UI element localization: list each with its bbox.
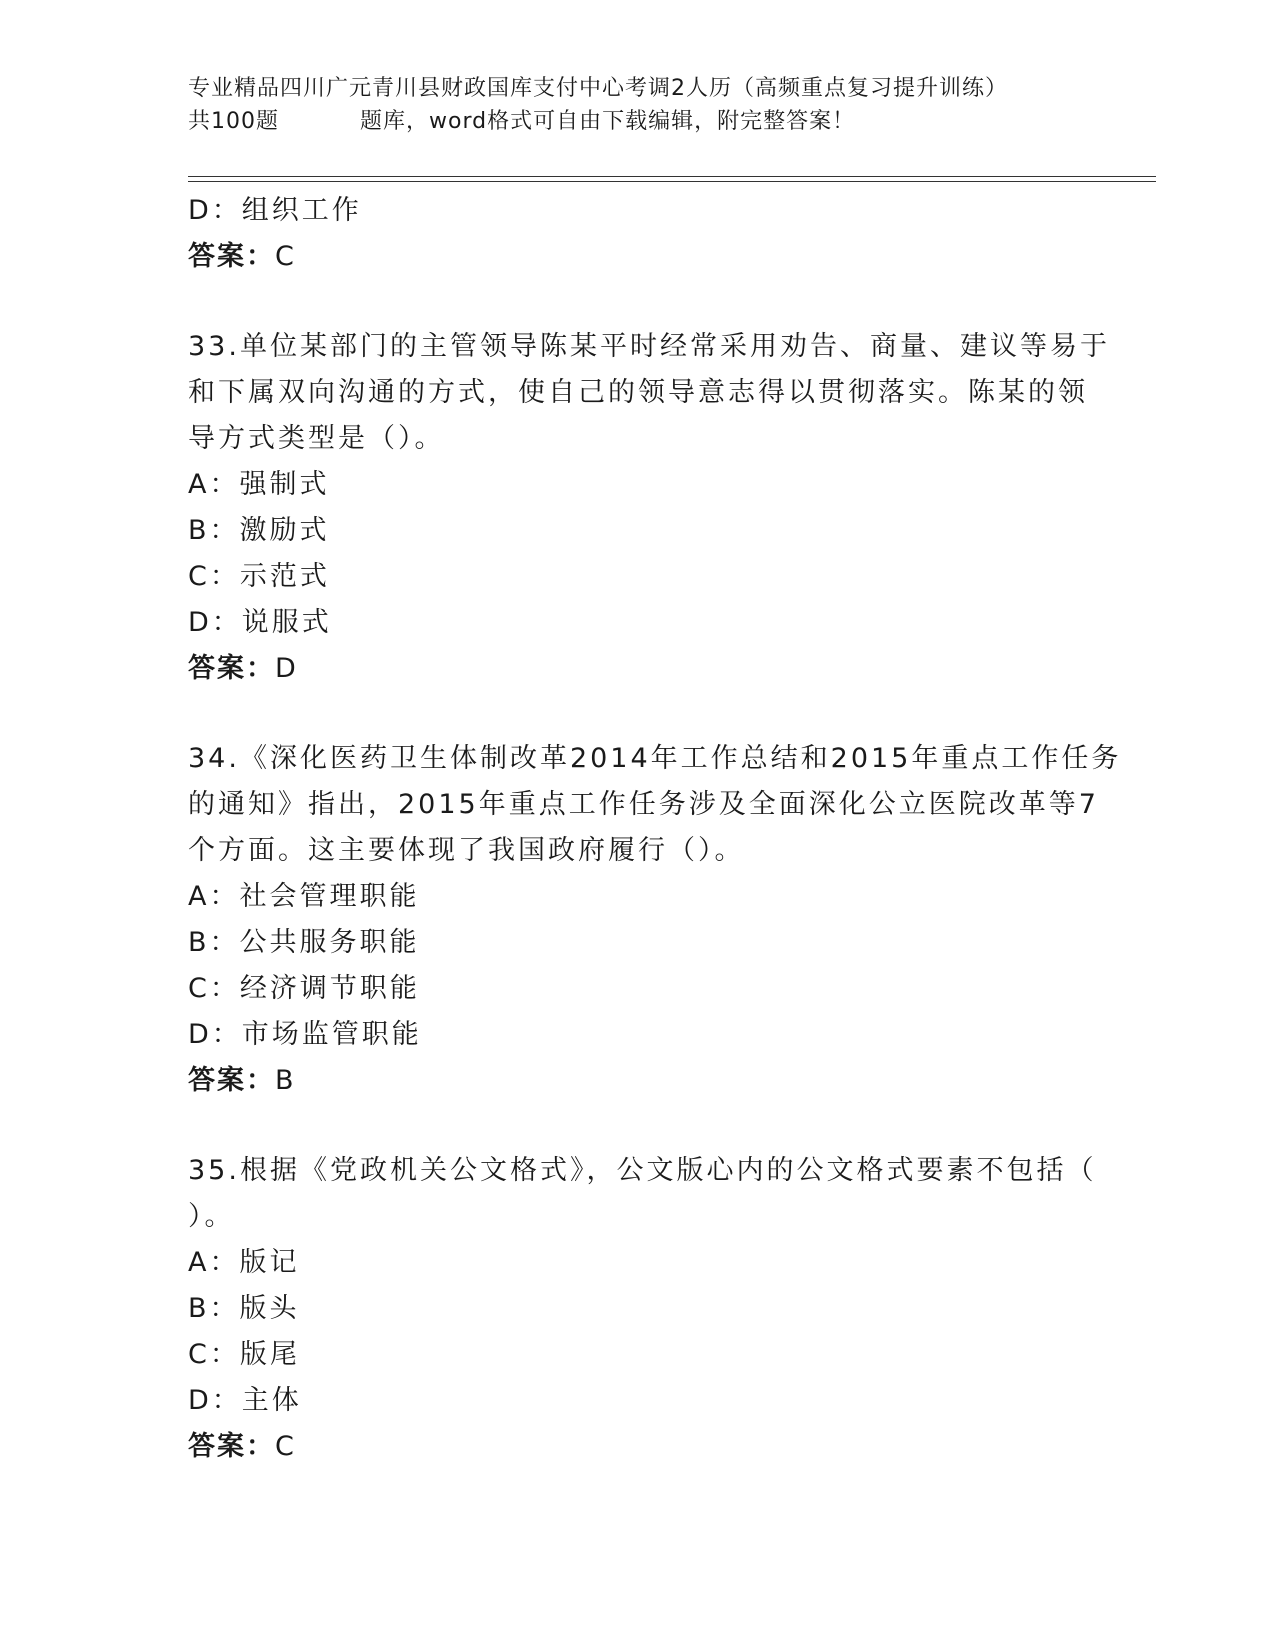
question-text-line: 个方面。这主要体现了我国政府履行（）。 [188,835,745,866]
question-text-line: 33.单位某部门的主管领导陈某平时经常采用劝告、商量、建议等易于 [188,331,1110,362]
answer [188,646,1078,692]
answer-value: B [275,1065,296,1096]
question-text-line: 导方式类型是（）。 [188,423,445,454]
prev-answer [188,234,1078,280]
option-c: C：经济调节职能 [188,973,420,1004]
header-rule-top [188,176,1156,177]
option-d: D：市场监管职能 [188,1019,422,1050]
question-35 [188,1148,1097,1470]
question-text-line: 35.根据《党政机关公文格式》，公文版心内的公文格式要素不包括（ [188,1155,1097,1186]
option-a: A：版记 [188,1247,300,1278]
option-c: C：示范式 [188,561,330,592]
prev-option-d: D：组织工作 [188,195,362,226]
question-text-line: 和下属双向沟通的方式，使自己的领导意志得以贯彻落实。陈某的领 [188,377,1088,408]
answer-value: C [275,241,296,272]
question-33 [188,324,1110,692]
answer-value: D [275,653,298,684]
option-d: D：主体 [188,1385,302,1416]
option-d: D：说服式 [188,607,332,638]
option-b: B：公共服务职能 [188,927,420,958]
header-title-line2 [188,105,1088,138]
question-text-line: ）。 [188,1201,235,1232]
question-34 [188,736,1122,1104]
question-text-line: 34.《深化医药卫生体制改革2014年工作总结和2015年重点工作任务 [188,743,1122,774]
header-description: 题库，word格式可自由下载编辑，附完整答案！ [360,109,856,134]
question-text-line: 的通知》指出，2015年重点工作任务涉及全面深化公立医院改革等7 [188,789,1099,820]
question-count: 共100题 [188,109,279,134]
option-c: C：版尾 [188,1339,300,1370]
answer-label: 答案： [188,1065,275,1096]
option-a: A：社会管理职能 [188,881,420,912]
document-header [188,72,1088,138]
header-title-line1: 专业精品四川广元青川县财政国库支付中心考调2人历（高频重点复习提升训练） [188,76,1008,101]
answer-value: C [275,1431,296,1462]
option-b: B：激励式 [188,515,330,546]
option-a: A：强制式 [188,469,330,500]
answer [188,1058,1078,1104]
answer-label: 答案： [188,1431,275,1462]
answer [188,1424,1078,1470]
answer-label: 答案： [188,653,275,684]
header-rule-bottom [188,181,1156,182]
question-content [188,188,1122,1470]
option-b: B：版头 [188,1293,300,1324]
answer-label: 答案： [188,241,275,272]
